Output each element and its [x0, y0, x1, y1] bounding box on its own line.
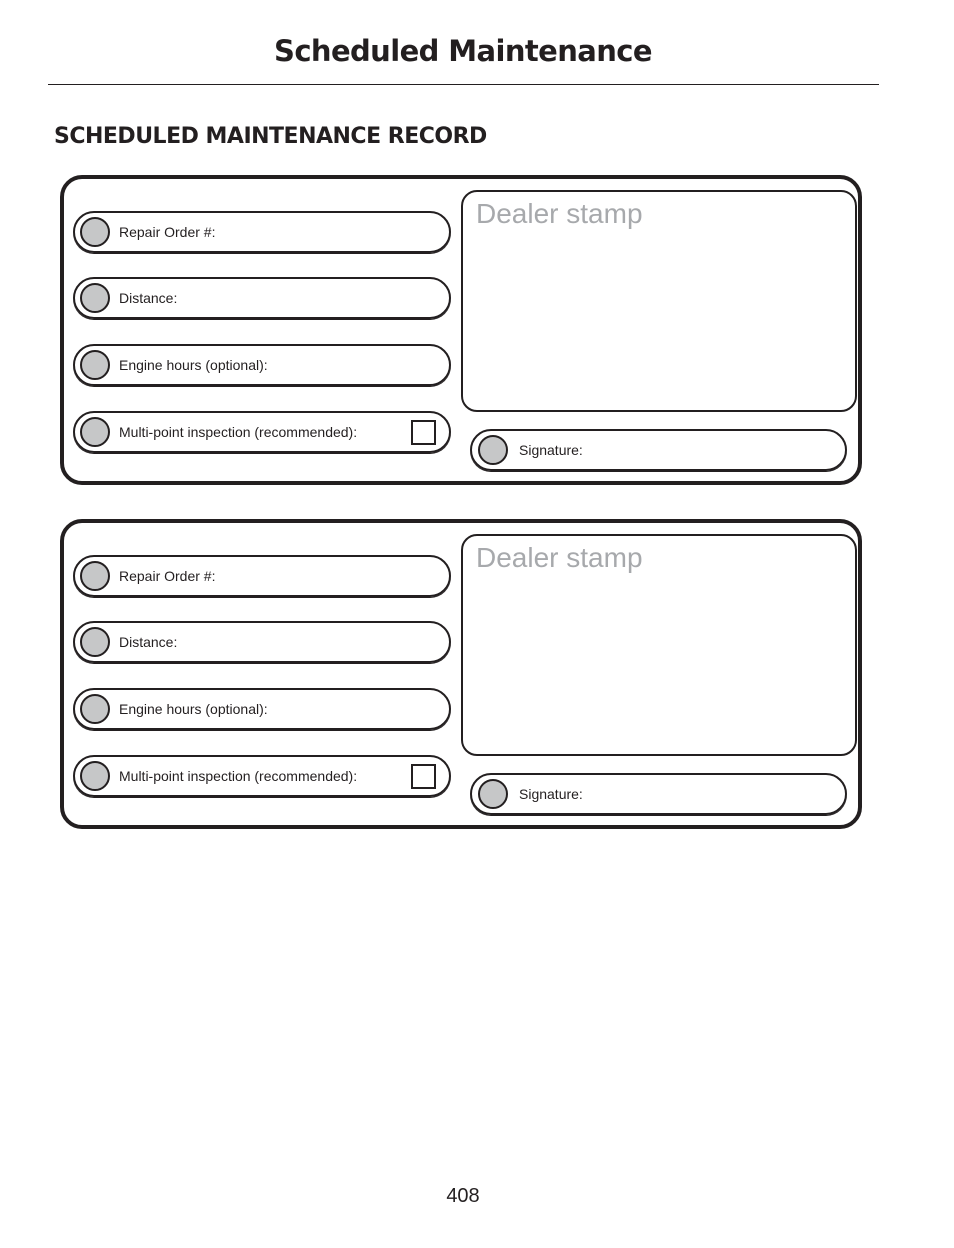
dealer-stamp-box [461, 534, 857, 756]
engine-hours-label: Engine hours (optional): [119, 357, 268, 373]
distance-label: Distance: [119, 290, 178, 306]
dealer-stamp-box [461, 190, 857, 412]
repair-order-label: Repair Order #: [119, 224, 216, 240]
engine-hours-field[interactable] [73, 344, 451, 386]
maintenance-record-card [60, 519, 862, 829]
maintenance-record-card [60, 175, 862, 485]
inspection-label: Multi-point inspection (recommended): [119, 768, 358, 784]
circle-bullet-icon [80, 350, 110, 380]
inspection-field [73, 755, 451, 797]
inspection-checkbox[interactable] [411, 420, 436, 445]
repair-order-field[interactable] [73, 211, 451, 253]
page-number: 408 [446, 1185, 480, 1207]
circle-bullet-icon [80, 283, 110, 313]
signature-field[interactable] [470, 429, 847, 471]
circle-bullet-icon [80, 694, 110, 724]
distance-field[interactable] [73, 277, 451, 319]
inspection-label: Multi-point inspection (recommended): [119, 424, 358, 440]
circle-bullet-icon [80, 217, 110, 247]
signature-label: Signature: [519, 442, 583, 458]
title-divider [48, 84, 879, 85]
signature-field[interactable] [470, 773, 847, 815]
circle-bullet-icon [80, 627, 110, 657]
inspection-field [73, 411, 451, 453]
dealer-stamp-label: Dealer stamp [476, 198, 643, 229]
circle-bullet-icon [80, 417, 110, 447]
circle-bullet-icon [80, 561, 110, 591]
page-title: Scheduled Maintenance [274, 34, 652, 68]
distance-field[interactable] [73, 621, 451, 663]
circle-bullet-icon [478, 779, 508, 809]
inspection-checkbox[interactable] [411, 764, 436, 789]
circle-bullet-icon [80, 761, 110, 791]
repair-order-label: Repair Order #: [119, 568, 216, 584]
section-heading: SCHEDULED MAINTENANCE RECORD [54, 124, 487, 149]
circle-bullet-icon [478, 435, 508, 465]
repair-order-field[interactable] [73, 555, 451, 597]
dealer-stamp-label: Dealer stamp [476, 542, 643, 573]
engine-hours-field[interactable] [73, 688, 451, 730]
signature-label: Signature: [519, 786, 583, 802]
engine-hours-label: Engine hours (optional): [119, 701, 268, 717]
distance-label: Distance: [119, 634, 178, 650]
